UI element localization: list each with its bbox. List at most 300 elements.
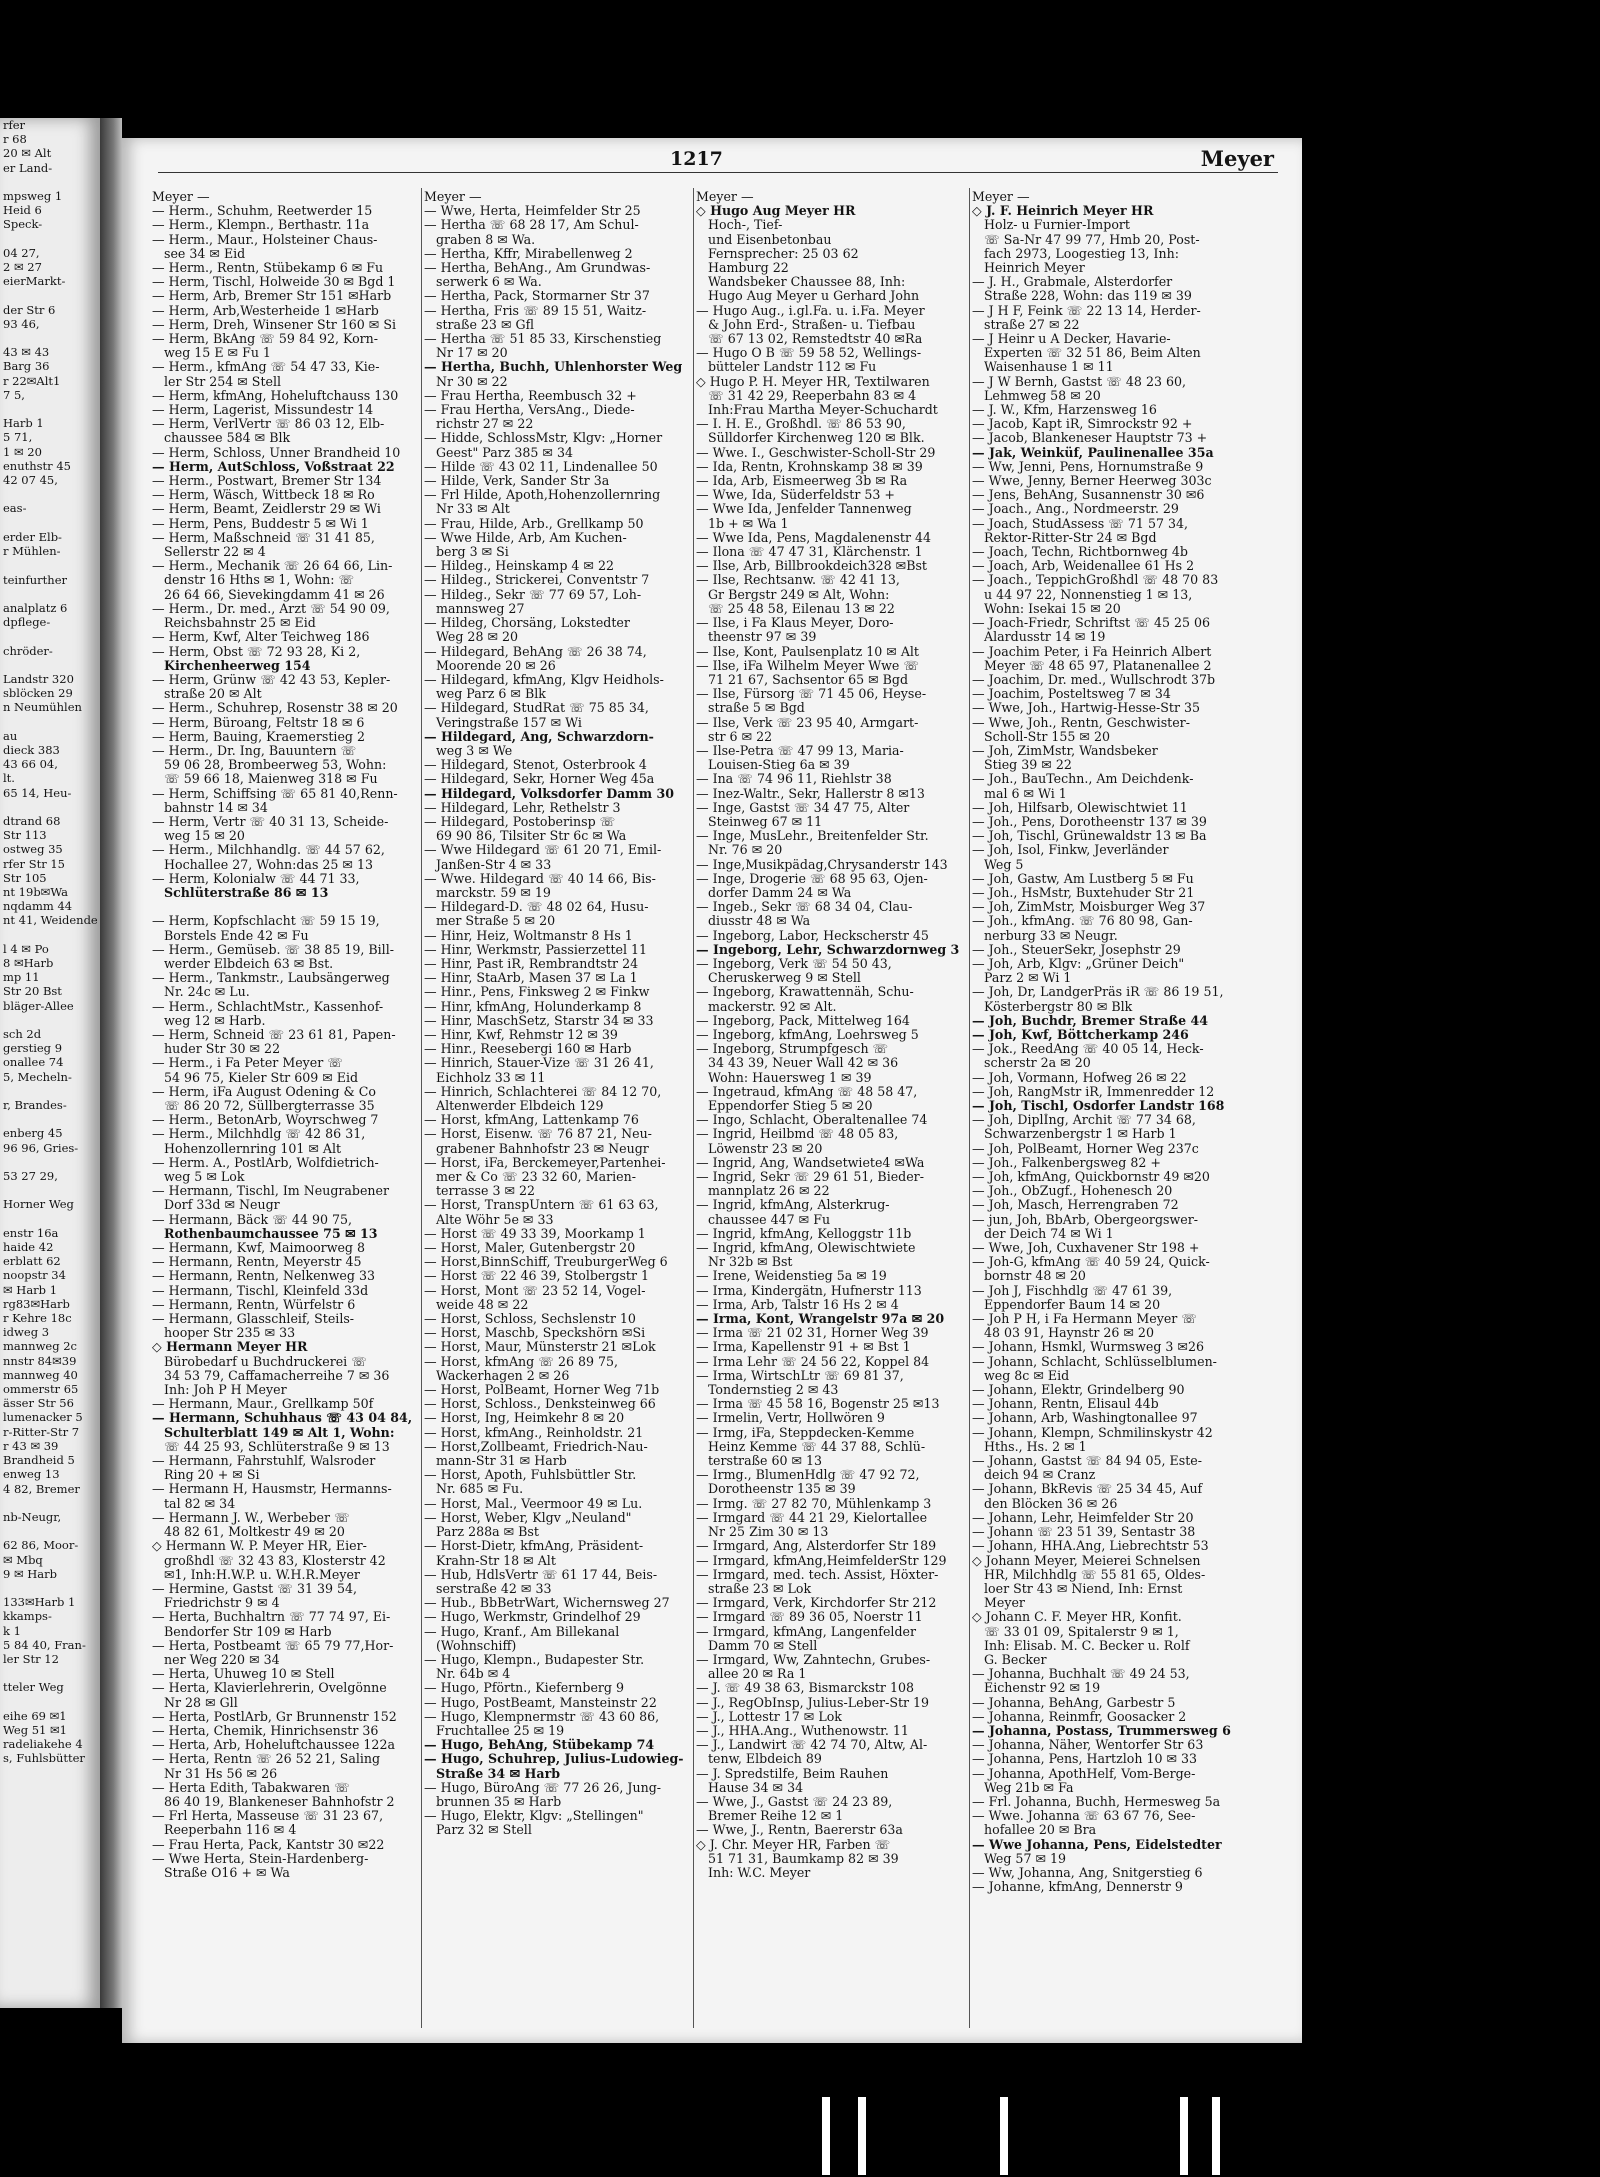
directory-entry-line: — Joh, ZimMstr, Wandsbeker [972, 743, 1158, 758]
directory-entry-line: — J H F, Feink ☏ 22 13 14, Herder- [972, 303, 1201, 318]
directory-entry-line: — Herta, Rentn ☏ 26 52 21, Saling [152, 1752, 381, 1767]
directory-entry-line: — Hermann, Rentn, Würfelstr 6 [152, 1297, 356, 1312]
directory-entry-line: Hause 34 ✉ 34 [708, 1780, 804, 1795]
directory-entry-line: — Frl Hilde, Apoth,Hohenzollernring [424, 488, 661, 503]
left-page-fragment: noopstr 34 [3, 1268, 66, 1283]
directory-entry-line: deich 94 ✉ Cranz [984, 1468, 1096, 1483]
directory-entry-line: Geest" Parz 385 ✉ 34 [436, 445, 573, 460]
directory-entry-line: — Herm., Gemüseb. ☏ 38 85 19, Bill- [152, 942, 394, 957]
left-page-fragment [0, 175, 100, 189]
directory-entry-line: — Hilde, Verk, Sander Str 3a [424, 474, 610, 489]
directory-entry-line: Meyer — [152, 190, 210, 204]
left-page-fragment: tteler Weg [3, 1680, 64, 1695]
directory-entry-line: Wohn: Hauersweg 1 ✉ 39 [708, 1070, 872, 1085]
directory-entry-line: allee 20 ✉ Ra 1 [708, 1667, 807, 1682]
directory-entry-line: — Herm., Schuhrep, Rosenstr 38 ✉ 20 [152, 701, 398, 716]
directory-entry-line: — Hugo Aug., i.gl.Fa. u. i.Fa. Meyer [696, 303, 925, 318]
directory-entry-line: — Wwe Hilde, Arb, Am Kuchen- [424, 530, 627, 545]
directory-entry-line: — Hinr, StaArb, Masen 37 ✉ La 1 [424, 971, 638, 986]
directory-entry-line: serstraße 42 ✉ 33 [436, 1581, 552, 1596]
directory-entry-line: — Herm, Obst ☏ 72 93 28, Ki 2, [152, 644, 361, 659]
directory-entry-line: — Joh, Hilfsarb, Olewischtwiet 11 [972, 800, 1188, 815]
directory-entry-line: Nr 30 ✉ 22 [436, 374, 508, 389]
left-page-fragment: onallee 74 [3, 1055, 64, 1070]
directory-entry-line: — Ingeborg, Lehr, Schwarzdornweg 3 [696, 942, 960, 957]
directory-entry-line: huder Str 30 ✉ 22 [164, 1042, 281, 1057]
directory-entry-line: — Herta, Uhuweg 10 ✉ Stell [152, 1667, 335, 1682]
directory-entry-line: Parz 288a ✉ Bst [436, 1525, 539, 1540]
directory-entry-line: Bürobedarf u Buchdruckerei ☏ [164, 1354, 367, 1369]
left-page-fragment: sch 2d [3, 1027, 42, 1041]
directory-entry-line: — Joh, PolBeamt, Horner Weg 237c [972, 1141, 1199, 1156]
directory-entry-line: — Wwe, Herta, Heimfelder Str 25 [424, 204, 641, 219]
directory-entry-line: — Joach, Arb, Weidenallee 61 Hs 2 [972, 559, 1195, 574]
directory-entry-line: u 44 97 22, Nonnenstieg 1 ✉ 13, [984, 587, 1193, 602]
directory-entry-line: — Joh, Tischl, Osdorfer Landstr 168 [972, 1099, 1225, 1113]
directory-page [122, 138, 1302, 2043]
directory-entry-line: — Jok., ReedAng ☏ 40 05 14, Heck- [972, 1042, 1204, 1057]
directory-entry-line: Inh: W.C. Meyer [708, 1865, 811, 1880]
directory-entry-line: Meyer ☏ 48 65 97, Platanenallee 2 [984, 658, 1212, 673]
directory-entry-line: — Ingeborg, Pack, Mittelweg 164 [696, 1013, 910, 1028]
directory-entry-line: — Hildegard, StudRat ☏ 75 85 34, [424, 701, 649, 716]
directory-entry-line: — J., Landwirt ☏ 42 74 70, Altw, Al- [696, 1738, 928, 1753]
directory-entry-line: — Hugo, Elektr, Klgv: „Stellingen" [424, 1809, 644, 1824]
directory-entry-line: Waisenhause 1 ✉ 11 [984, 360, 1114, 375]
directory-entry-line: — J. ☏ 49 38 63, Bismarckstr 108 [696, 1681, 914, 1696]
directory-entry-line: 69 90 86, Tilsiter Str 6c ✉ Wa [436, 829, 627, 844]
directory-entry-line: — Herm., Dr. med., Arzt ☏ 54 90 09, [152, 601, 390, 616]
directory-entry-line: — Frau Hertha, Reembusch 32 + [424, 388, 637, 403]
directory-entry-line: — Jens, BehAng, Susannenstr 30 ✉6 [972, 488, 1205, 503]
directory-entry-line: — Wwe. Hildegard ☏ 40 14 66, Bis- [424, 871, 656, 886]
directory-entry-line: mannsweg 27 [436, 601, 525, 616]
left-page-fragment: 42 07 45, [3, 473, 58, 488]
left-page-fragment: nqdamm 44 [3, 899, 73, 914]
directory-entry-line: Meyer — [696, 190, 754, 204]
directory-entry-line: — Irmelin, Vertr, Hollwören 9 [696, 1411, 885, 1426]
directory-entry-line: — Herm., Schuhm, Reetwerder 15 [152, 204, 373, 219]
directory-entry-line: marckstr. 59 ✉ 19 [436, 885, 551, 900]
directory-entry-line: ✉1, Inh:H.W.P. u. W.H.R.Meyer [164, 1567, 360, 1582]
left-page-fragment: Harb 1 [3, 416, 44, 431]
directory-entry-line: — J., Lottestr 17 ✉ Lok [696, 1709, 842, 1724]
directory-entry-line: — Hildegard, Postoberinsp ☏ [424, 814, 616, 829]
left-page-fragment: k 1 [3, 1623, 21, 1638]
left-page-fragment [0, 288, 100, 302]
directory-entry-line: ◇ J. F. Heinrich Meyer HR [972, 204, 1154, 219]
left-page-fragment: haide 42 [3, 1240, 54, 1255]
directory-entry-line: — Herm, Arb, Bremer Str 151 ✉Harb [152, 289, 392, 304]
directory-entry-line: — Hildeg., Sekr ☏ 77 69 57, Loh- [424, 587, 642, 602]
directory-entry-line: ler Str 254 ✉ Stell [164, 374, 282, 389]
left-page-fragment: Str 113 [3, 828, 47, 843]
directory-entry-line: — Herta, PostlArb, Gr Brunnenstr 152 [152, 1709, 397, 1724]
directory-entry-line: Cheruskerweg 9 ✉ Stell [708, 971, 861, 986]
left-page-fragment [0, 1212, 100, 1226]
left-page-fragment [0, 1155, 100, 1169]
directory-entry-line: Schulterblatt 149 ✉ Alt 1, Wohn: [164, 1425, 395, 1440]
directory-entry-line: — Johanna, Postass, Trummersweg 6 [972, 1723, 1231, 1738]
left-page-fragment: enweg 13 [3, 1467, 60, 1482]
directory-entry-line: — Frl. Johanna, Buchh, Hermesweg 5a [972, 1794, 1221, 1809]
directory-entry-line: ☏ 25 48 58, Eilenau 13 ✉ 22 [708, 601, 895, 616]
directory-entry-line: Krahn-Str 18 ✉ Alt [436, 1553, 556, 1568]
directory-entry-line: — Herm., Milchhandlg. ☏ 44 57 62, [152, 843, 385, 858]
left-page-fragment: mp 11 [3, 970, 40, 985]
directory-entry-line: — Wwe Johanna, Pens, Eidelstedter [972, 1837, 1222, 1852]
directory-entry-line: see 34 ✉ Eid [164, 246, 246, 261]
directory-entry-line: — Irmgard, kfmAng,HeimfelderStr 129 [696, 1553, 947, 1568]
directory-entry-line: — Herm., SchlachtMstr., Kassenhof- [152, 999, 384, 1014]
directory-entry-line: — J. W., Kfm, Harzensweg 16 [972, 403, 1157, 418]
directory-entry-line: — Irma, WirtschLtr ☏ 69 81 37, [696, 1368, 904, 1383]
left-page-fragment: 8 ✉Harb [3, 955, 54, 970]
directory-entry-line: 51 71 31, Baumkamp 82 ✉ 39 [708, 1851, 899, 1866]
directory-entry-line: Stieg 39 ✉ 22 [984, 758, 1072, 773]
left-page-fragment: analplatz 6 [3, 600, 68, 615]
left-page-fragment: mpsweg 1 [3, 189, 63, 204]
directory-entry-line: — Hildegard-D. ☏ 48 02 64, Husu- [424, 900, 649, 915]
directory-entry-line: — Hildegard, Volksdorfer Damm 30 [424, 786, 674, 801]
directory-entry-line: — Johann, Rentn, Elisaul 44b [972, 1397, 1159, 1412]
directory-entry-line: — Hermann, Glasschleif, Steils- [152, 1312, 355, 1327]
directory-entry-line: — Horst, Weber, Klgv „Neuland" [424, 1510, 632, 1525]
left-page-fragment [0, 402, 100, 416]
directory-entry-line: Wohn: Isekai 15 ✉ 20 [984, 601, 1121, 616]
running-head: Meyer [1200, 146, 1274, 171]
directory-entry-line: Fernsprecher: 25 03 62 [708, 246, 859, 261]
directory-entry-line: — Frau Hertha, VersAng., Diede- [424, 403, 635, 418]
left-page-fragment: enstr 16a [3, 1225, 59, 1240]
directory-entry-line: Hohenzollernring 101 ✉ Alt [164, 1141, 342, 1156]
directory-entry-line: Hochallee 27, Wohn:das 25 ✉ 13 [164, 857, 374, 872]
directory-entry-line: brunnen 35 ✉ Harb [436, 1794, 562, 1809]
directory-entry-line: — Herm, Kwf, Alter Teichweg 186 [152, 630, 370, 645]
directory-entry-line: — Hugo, Pförtn., Kiefernberg 9 [424, 1681, 625, 1696]
directory-entry-line: Nr. 76 ✉ 20 [708, 843, 783, 858]
directory-entry-line: — Joach., Ang., Nordmeerstr. 29 [972, 502, 1179, 517]
directory-entry-line: — Hinr, MaschSetz, Starstr 34 ✉ 33 [424, 1013, 654, 1028]
directory-entry-line: — Hidde, SchlossMstr, Klgv: „Horner [424, 431, 663, 446]
left-page-fragment: mannweg 2c [3, 1339, 77, 1354]
directory-entry-line: Straße 228, Wohn: das 119 ✉ 39 [984, 289, 1192, 304]
left-page-fragment: ler Str 12 [3, 1651, 59, 1666]
directory-entry-line: ☏ Sa-Nr 47 99 77, Hmb 20, Post- [984, 232, 1200, 247]
left-page-fragment: er Land- [3, 160, 53, 175]
directory-entry-line: Moorende 20 ✉ 26 [436, 658, 556, 673]
directory-entry-line: — Frau, Hilde, Arb., Grellkamp 50 [424, 516, 644, 531]
directory-entry-line: Meyer — [972, 190, 1030, 204]
directory-entry-line: — Joach., TeppichGroßhdl ☏ 48 70 83 [972, 573, 1219, 588]
directory-entry-line: Hugo Aug Meyer u Gerhard John [708, 289, 920, 304]
directory-entry-line: — Herta, Chemik, Hinrichsenstr 36 [152, 1723, 379, 1738]
directory-entry-line: — Johanna, Näher, Wentorfer Str 63 [972, 1738, 1204, 1753]
directory-entry-line: — Hildegard, Lehr, Rethelstr 3 [424, 800, 621, 815]
directory-entry-line: — Hugo, BehAng, Stübekamp 74 [424, 1738, 655, 1753]
directory-entry-line: berg 3 ✉ Si [436, 545, 509, 560]
directory-entry-line: — Joh, Gastw, Am Lustberg 5 ✉ Fu [972, 871, 1194, 886]
directory-entry-line: — Joh, Buchdr, Bremer Straße 44 [972, 1013, 1209, 1028]
directory-entry-line: ☏ 59 66 18, Maienweg 318 ✉ Fu [164, 772, 378, 787]
directory-entry-line: Eppendorfer Baum 14 ✉ 20 [984, 1297, 1161, 1312]
directory-entry-line: Weg 57 ✉ 19 [984, 1851, 1067, 1866]
directory-entry-line: werder Elbdeich 63 ✉ Bst. [164, 956, 334, 971]
directory-entry-line: — Hertha, Pack, Stormarner Str 37 [424, 289, 650, 304]
directory-entry-line: — Joh, Kwf, Böttcherkamp 246 [972, 1027, 1189, 1042]
directory-entry-line: 34 43 39, Neuer Wall 42 ✉ 36 [708, 1056, 899, 1071]
directory-entry-line: — Ingeborg, Strumpfgesch ☏ [696, 1042, 889, 1057]
directory-entry-line: — Hertha ☏ 68 28 17, Am Schul- [424, 218, 639, 233]
left-page-fragment: dpflege- [3, 615, 51, 630]
directory-entry-line: hooper Str 235 ✉ 33 [164, 1326, 296, 1341]
directory-entry-line: Eppendorfer Stieg 5 ✉ 20 [708, 1099, 873, 1113]
directory-entry-line: — Hugo, Werkmstr, Grindelhof 29 [424, 1610, 641, 1625]
directory-entry-line: straße 27 ✉ 22 [984, 317, 1080, 332]
directory-entry-line: Inh: Elisab. M. C. Becker u. Rolf [984, 1638, 1190, 1653]
directory-entry-line: — J W Bernh, Gastst ☏ 48 23 60, [972, 374, 1187, 389]
directory-entry-line: — Wwe, J., Gastst ☏ 24 23 89, [696, 1794, 893, 1809]
left-page-fragment: lt. [3, 771, 15, 786]
directory-entry-line: — Irmg., BlumenHdlg ☏ 47 92 72, [696, 1468, 920, 1483]
directory-entry-line: Nr. 24c ✉ Lu. [164, 985, 250, 1000]
directory-entry-line: 48 03 91, Haynstr 26 ✉ 20 [984, 1326, 1154, 1341]
directory-entry-line: — Jacob, Kapt iR, Simrockstr 92 + [972, 417, 1193, 432]
directory-entry-line: Eichenstr 92 ✉ 19 [984, 1681, 1101, 1696]
left-page-fragment [0, 487, 100, 501]
directory-entry-line: — Hertha, Kffr, Mirabellenweg 2 [424, 246, 633, 261]
directory-entry-line: — Hinr., Pens, Finksweg 2 ✉ Finkw [424, 985, 650, 1000]
directory-entry-line: — Ina ☏ 74 96 11, Riehlstr 38 [696, 772, 892, 787]
directory-entry-line: — Johanna, ApothHelf, Vom-Berge- [972, 1766, 1196, 1781]
directory-entry-line: Kirchenheerweg 154 [164, 658, 311, 673]
directory-entry-line: — Johanna, Reinmfr, Goosacker 2 [972, 1709, 1187, 1724]
directory-entry-line: weg 15 ✉ 20 [164, 829, 245, 844]
directory-entry-line: — Ingo, Schlacht, Oberaltenallee 74 [696, 1113, 928, 1128]
directory-entry-line: — Horst, Eisenw. ☏ 76 87 21, Neu- [424, 1127, 652, 1142]
directory-entry-line: — Herm., Mechanik ☏ 26 64 66, Lin- [152, 559, 393, 574]
directory-entry-line: — Johann, Lehr, Heimfelder Str 20 [972, 1510, 1194, 1525]
column-divider [693, 188, 694, 2028]
page-header [122, 144, 1302, 172]
directory-entry-line: HR, Milchhdlg ☏ 55 81 65, Oldes- [984, 1567, 1206, 1582]
directory-entry-line: — Joh, ZimMstr, Moisburger Weg 37 [972, 900, 1206, 915]
directory-entry-line: — Irene, Weidenstieg 5a ✉ 19 [696, 1269, 887, 1284]
directory-entry-line: — Johanne, kfmAng, Dennerstr 9 [972, 1880, 1183, 1895]
directory-entry-line: — Hildeg., Strickerei, Conventstr 7 [424, 573, 650, 588]
directory-entry-line: — Hildeg, Chorsäng, Lokstedter [424, 616, 630, 631]
left-page-fragment: kkamps- [3, 1609, 52, 1624]
directory-entry-line: — Joh, RangMstr iR, Immenredder 12 [972, 1084, 1215, 1099]
directory-entry-line: — Herm, Dreh, Winsener Str 160 ✉ Si [152, 317, 397, 332]
directory-entry-line: Dorotheenstr 135 ✉ 39 [708, 1482, 856, 1497]
directory-entry-line: — Ilse, Fürsorg ☏ 71 45 06, Heyse- [696, 687, 927, 702]
book-gutter [100, 118, 122, 2008]
directory-entry-line: nerburg 33 ✉ Neugr. [984, 928, 1118, 943]
directory-entry-line: — Hildegard, Sekr, Horner Weg 45a [424, 772, 655, 787]
directory-entry-line: Steinweg 67 ✉ 11 [708, 814, 823, 829]
directory-entry-line: — Ingrid, Sekr ☏ 29 61 51, Bieder- [696, 1170, 924, 1185]
directory-entry-line: — Herm, Pens, Buddestr 5 ✉ Wi 1 [152, 516, 369, 531]
directory-entry-line: — Irma, Kont, Wrangelstr 97a ✉ 20 [696, 1312, 945, 1327]
directory-entry-line: 34 53 79, Caffamacherreihe 7 ✉ 36 [164, 1368, 390, 1383]
directory-entry-line: — Johann, Elektr, Grindelberg 90 [972, 1383, 1185, 1398]
directory-entry-line: weg 12 ✉ Harb. [164, 1013, 266, 1028]
directory-entry-line: — Herm, iFa August Odening & Co [152, 1084, 376, 1099]
directory-entry-line: — Hugo, Schuhrep, Julius-Ludowieg- [424, 1752, 684, 1767]
directory-entry-line: — Ilse-Petra ☏ 47 99 13, Maria- [696, 743, 904, 758]
column-1 [152, 190, 418, 2030]
directory-entry-line: — Johann ☏ 23 51 39, Sentastr 38 [972, 1525, 1196, 1540]
directory-entry-line: Meyer — [424, 190, 482, 204]
column-3 [696, 190, 966, 2030]
directory-entry-line: theenstr 97 ✉ 39 [708, 630, 817, 645]
directory-entry-line: — Hinrich, Stauer-Vize ☏ 31 26 41, [424, 1056, 654, 1071]
left-page-fragment: 53 27 29, [3, 1169, 58, 1184]
left-page-fragment: 9 ✉ Harb [3, 1566, 58, 1581]
directory-entry-line: — Joachim, Posteltsweg 7 ✉ 34 [972, 687, 1171, 702]
directory-entry-line: — Wwe, Joh., Hartwig-Hesse-Str 35 [972, 701, 1201, 716]
adjacent-left-page [0, 118, 100, 2008]
directory-entry-line: — Ilona ☏ 47 47 31, Klärchenstr. 1 [696, 545, 923, 560]
directory-entry-line: — Horst ☏ 22 46 39, Stolbergstr 1 [424, 1269, 650, 1284]
directory-entry-line: — Herta, Klavierlehrerin, Övelgönne [152, 1681, 387, 1696]
left-page-fragment: 04 27, [3, 245, 40, 260]
left-page-fragment: nb-Neugr, [3, 1509, 62, 1524]
left-page-fragment [0, 715, 100, 729]
left-page-fragment: Landstr 320 [3, 671, 74, 686]
directory-entry-line: Sülldorfer Kirchenweg 120 ✉ Blk. [708, 431, 925, 446]
column-divider [969, 188, 970, 2028]
directory-entry-line: — Joh, Arb, Klgv: „Grüner Deich" [972, 956, 1185, 971]
directory-entry-line: — Irma, Arb, Talstr 16 Hs 2 ✉ 4 [696, 1297, 899, 1312]
directory-entry-line: mal 6 ✉ Wi 1 [984, 786, 1067, 801]
page-number: 1217 [670, 148, 723, 170]
directory-entry-line: Fruchtallee 25 ✉ 19 [436, 1723, 565, 1738]
directory-entry-line: — Wwe, Joh, Cuxhavener Str 198 + [972, 1241, 1200, 1256]
left-page-fragment [0, 928, 100, 942]
left-page-fragment: nt 19b✉Wa [3, 884, 68, 899]
directory-entry-line: Rektor-Ritter-Str 24 ✉ Bgd [984, 530, 1157, 545]
directory-entry-line: — Joach, StudAssess ☏ 71 57 34, [972, 516, 1189, 531]
left-page-fragment: Heid 6 [3, 203, 42, 218]
directory-entry-line: Nr 32b ✉ Bst [708, 1255, 793, 1270]
left-page-fragment: enberg 45 [3, 1126, 63, 1141]
directory-entry-line: 1b + ✉ Wa 1 [708, 516, 789, 531]
directory-entry-line: — Ida, Rentn, Krohnskamp 38 ✉ 39 [696, 459, 923, 474]
directory-entry-line: — Ingeborg, Verk ☏ 54 50 43, [696, 956, 892, 971]
directory-entry-line: & John Erd-, Straßen- u. Tiefbau [708, 317, 916, 332]
directory-entry-line: — I. H. E., Großhdl. ☏ 86 53 90, [696, 417, 906, 432]
directory-entry-line: — Hermann H, Hausmstr, Hermanns- [152, 1482, 392, 1497]
directory-entry-line: ◇ J. Chr. Meyer HR, Farben ☏ [696, 1837, 891, 1852]
left-page-fragment [0, 800, 100, 814]
directory-entry-line: ◇ Hermann Meyer HR [152, 1340, 308, 1355]
directory-entry-line: Bendorfer Str 109 ✉ Harb [164, 1624, 332, 1639]
left-page-fragment [0, 1666, 100, 1680]
directory-entry-line: 86 40 19, Blankeneser Bahnhofstr 2 [164, 1794, 395, 1809]
directory-entry-line: — Inez-Waltr., Sekr, Hallerstr 8 ✉13 [696, 786, 925, 801]
left-page-fragment: ostweg 35 [3, 842, 63, 857]
directory-entry-line: Sellerstr 22 ✉ 4 [164, 545, 266, 560]
directory-entry-line: tal 82 ✉ 34 [164, 1496, 236, 1511]
left-page-fragment [0, 587, 100, 601]
left-page-fragment: eas- [3, 501, 27, 516]
directory-entry-line: — Johanna, Buchhalt ☏ 49 24 53, [972, 1667, 1190, 1682]
left-page-fragment: nnstr 84✉39 [3, 1353, 77, 1368]
directory-entry-line: — Ingrid, Ang, Wandsetwiete4 ✉Wa [696, 1155, 925, 1170]
left-page-fragment: erder Elb- [3, 529, 62, 544]
left-page-fragment: Weg 51 ✉1 [3, 1722, 67, 1737]
directory-entry-line: — Ilse, Kont, Paulsenplatz 10 ✉ Alt [696, 644, 919, 659]
directory-entry-line: weide 48 ✉ 22 [436, 1297, 529, 1312]
directory-entry-line: Nr 31 Hs 56 ✉ 26 [164, 1766, 278, 1781]
directory-entry-line: mackerstr. 92 ✉ Alt. [708, 999, 837, 1014]
directory-entry-line: ☏ 33 01 09, Spitalerstr 9 ✉ 1, [984, 1624, 1179, 1639]
directory-entry-line: — Joach, Techn, Richtbornweg 4b [972, 545, 1188, 560]
left-page-fragment: eierMarkt- [3, 274, 66, 289]
directory-entry-line: — Hermann, Maur., Grellkamp 50f [152, 1397, 374, 1412]
directory-entry-line: Reichsbahnstr 25 ✉ Eid [164, 616, 316, 631]
left-page-fragment: Str 105 [3, 870, 47, 885]
directory-entry-line: — Hertha, Fris ☏ 89 15 51, Waitz- [424, 303, 647, 318]
left-page-fragment [0, 1084, 100, 1098]
directory-entry-line: fach 2973, Loogestieg 13, Inh: [984, 246, 1179, 261]
directory-entry-line: — Herm., Milchhdlg ☏ 42 86 31, [152, 1127, 366, 1142]
directory-entry-line: — Jak, Weinküf, Paulinenallee 35a [972, 445, 1214, 460]
directory-entry-line: — Hermann J. W., Werbeber ☏ [152, 1510, 350, 1525]
directory-entry-line: — Herm., Tankmstr., Laubsängerweg [152, 971, 390, 986]
directory-entry-line: — Horst ☏ 49 33 39, Moorkamp 1 [424, 1226, 646, 1241]
left-page-fragment: nt 41, Weidende [3, 913, 98, 928]
directory-entry-line: Heinrich Meyer [984, 261, 1085, 276]
directory-entry-line: — Joh., Pens, Dorotheenstr 137 ✉ 39 [972, 814, 1207, 829]
directory-entry-line: Tondernstieg 2 ✉ 43 [708, 1383, 839, 1398]
directory-entry-line: — Herm, kfmAng, Hoheluftchauss 130 [152, 388, 399, 403]
directory-entry-line: — Hilde ☏ 43 02 11, Lindenallee 50 [424, 459, 658, 474]
directory-entry-line: — Hildegard, BehAng ☏ 26 38 74, [424, 644, 647, 659]
directory-entry-line: — Hildegard, Stenot, Osterbrook 4 [424, 758, 647, 773]
directory-entry-line: Eichholz 33 ✉ 11 [436, 1070, 546, 1085]
directory-entry-line: — Horst, Maler, Gutenbergstr 20 [424, 1241, 636, 1256]
left-page-fragment: 5 84 40, Fran- [3, 1637, 86, 1652]
directory-entry-line: — Horst, Mal., Veermoor 49 ✉ Lu. [424, 1496, 643, 1511]
directory-entry-line: — Irma ☏ 21 02 31, Horner Weg 39 [696, 1326, 929, 1341]
directory-entry-line: serwerk 6 ✉ Wa. [436, 275, 542, 290]
directory-entry-line: — Ilse, Arb, Billbrookdeich328 ✉Bst [696, 559, 927, 574]
directory-entry-line: — Hermann, Rentn, Meyerstr 45 [152, 1255, 362, 1270]
directory-entry-line: — Horst, kfmAng., Reinholdstr. 21 [424, 1425, 644, 1440]
directory-entry-line: großhdl ☏ 32 43 83, Klosterstr 42 [164, 1553, 386, 1568]
directory-entry-line: ◇ Hugo P. H. Meyer HR, Textilwaren [696, 374, 930, 389]
directory-entry-line: — Herm, Grünw ☏ 42 43 53, Kepler- [152, 672, 391, 687]
directory-entry-line: terrasse 3 ✉ 22 [436, 1184, 536, 1199]
directory-entry-line: tenw, Elbdeich 89 [708, 1752, 822, 1767]
directory-entry-line: — Ingrid, kfmAng, Olewischtwiete [696, 1241, 916, 1256]
directory-entry-line: Veringstraße 157 ✉ Wi [436, 715, 582, 730]
directory-entry-line: richstr 27 ✉ 22 [436, 417, 534, 432]
directory-entry-line: Damm 70 ✉ Stell [708, 1638, 818, 1653]
directory-entry-line: grabener Bahnhofstr 23 ✉ Neugr [436, 1141, 649, 1156]
directory-entry-line: — Ida, Arb, Eismeerweg 3b ✉ Ra [696, 474, 908, 489]
directory-entry-line: — Irmgard, kfmAng, Langenfelder [696, 1624, 916, 1639]
directory-entry-line: — Hugo O B ☏ 59 58 52, Wellings- [696, 346, 922, 361]
directory-entry-line: Meyer [984, 1596, 1025, 1611]
directory-entry-line: — J., RegObInsp, Julius-Leber-Str 19 [696, 1695, 930, 1710]
directory-entry-line: der Deich 74 ✉ Wi 1 [984, 1226, 1114, 1241]
directory-entry-line: — Hinr, Kwf, Rehmstr 12 ✉ 39 [424, 1027, 618, 1042]
directory-entry-line: — Joh., Falkenbergsweg 82 + [972, 1155, 1161, 1170]
